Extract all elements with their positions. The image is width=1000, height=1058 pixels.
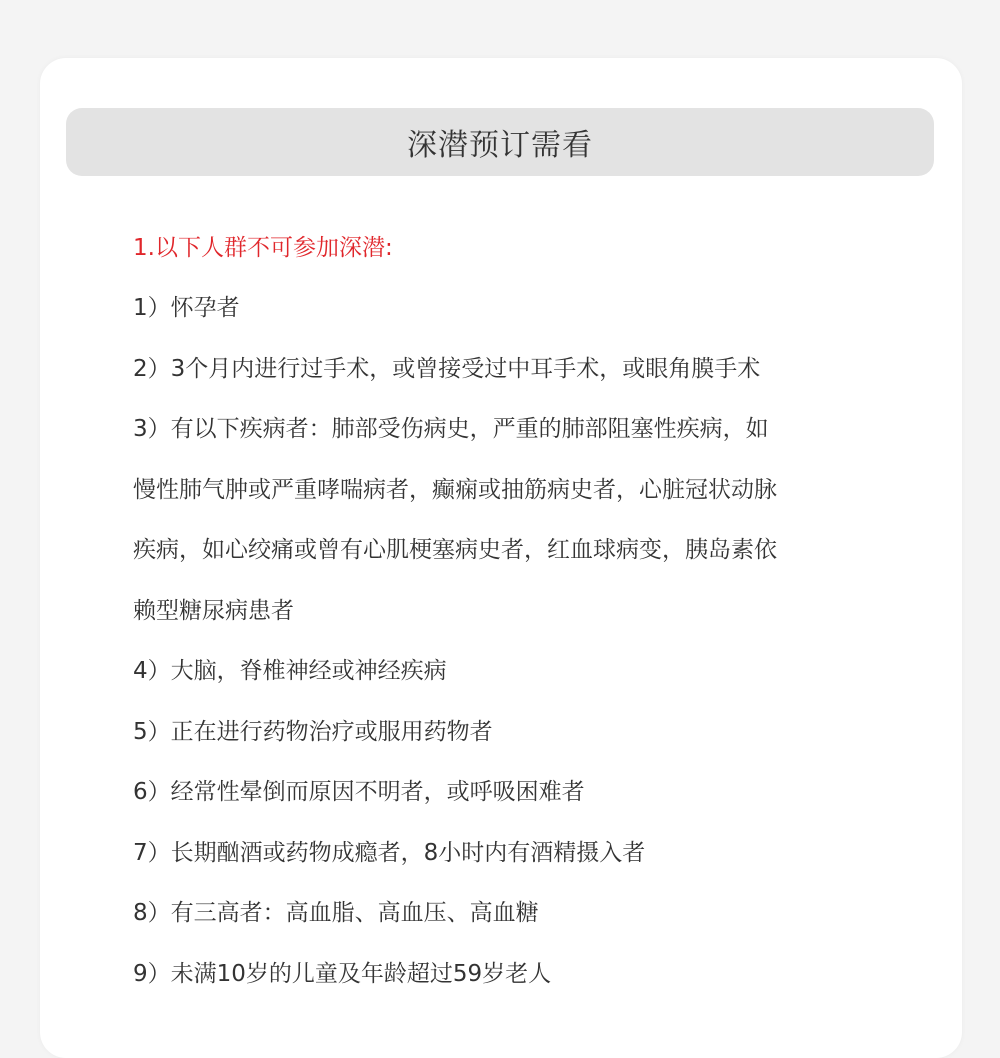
content-body <box>133 218 893 1004</box>
list-item-continued: 疾病，如心绞痛或曾有心肌梗塞病史者，红血球病变，胰岛素依 <box>133 537 777 563</box>
list-item: 8）有三高者：高血脂、高血压、高血糖 <box>133 900 539 926</box>
list-item: 5）正在进行药物治疗或服用药物者 <box>133 718 493 745</box>
list-item: 6）经常性晕倒而原因不明者，或呼吸困难者 <box>133 779 585 805</box>
list-item: 7）长期酗酒或药物成瘾者，8小时内有酒精摄入者 <box>133 839 646 866</box>
list-item-continued: 慢性肺气肿或严重哮喘病者，癫痫或抽筋病史者，心脏冠状动脉 <box>133 476 777 503</box>
list-item: 4）大脑，脊椎神经或神经疾病 <box>133 658 447 684</box>
list-item: 2）3个月内进行过手术，或曾接受过中耳手术，或眼角膜手术 <box>133 355 761 382</box>
list-item: 1）怀孕者 <box>133 295 240 321</box>
list-item: 3）有以下疾病者：肺部受伤病史，严重的肺部阻塞性疾病，如 <box>133 416 769 442</box>
list-item-continued: 赖型糖尿病患者 <box>133 597 294 624</box>
page-title: 深潜预订需看 <box>407 128 593 163</box>
list-item: 9）未满10岁的儿童及年龄超过59岁老人 <box>133 960 552 987</box>
header-bar <box>66 108 934 176</box>
info-card <box>40 58 962 1058</box>
section-title: 1.以下人群不可参加深潜: <box>133 235 393 261</box>
